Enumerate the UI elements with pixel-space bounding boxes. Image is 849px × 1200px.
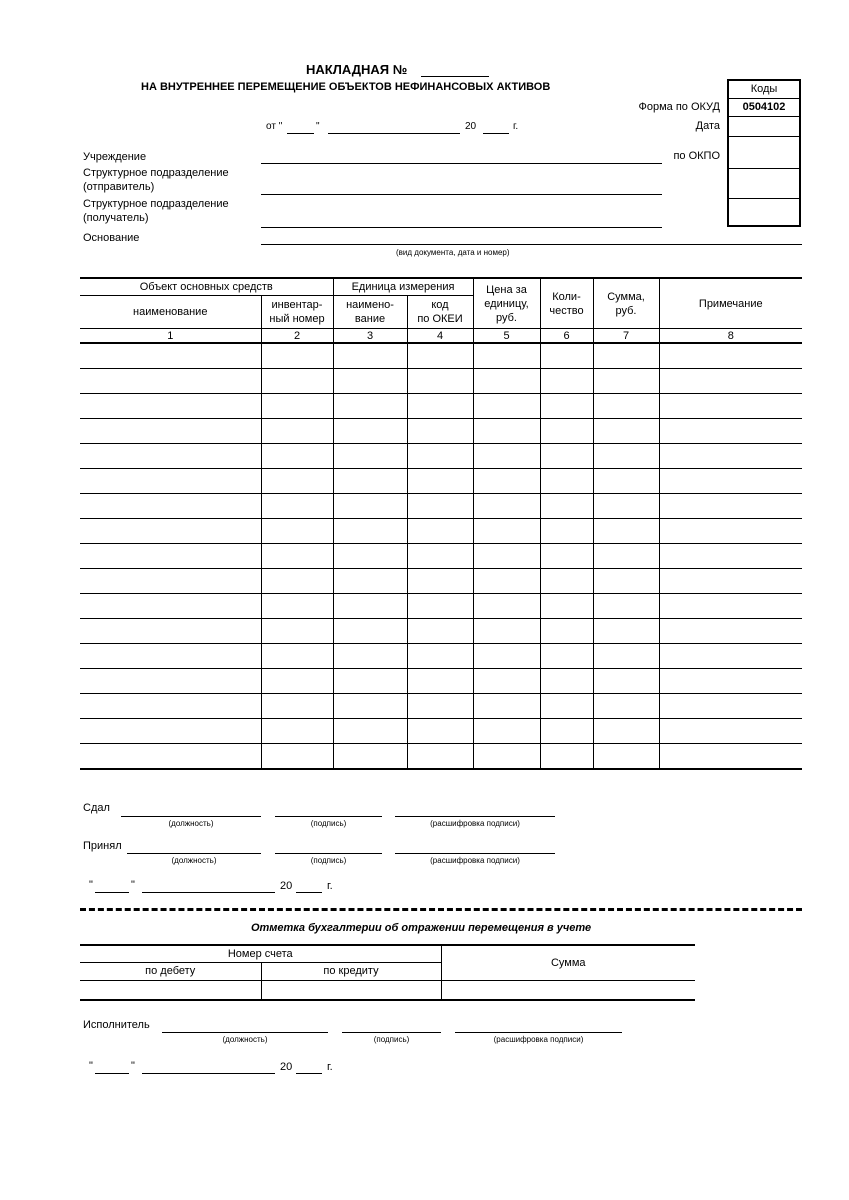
table-cell[interactable]	[407, 394, 473, 419]
table-row	[80, 744, 802, 770]
table-cell[interactable]	[261, 494, 333, 519]
table-row	[80, 569, 802, 594]
table-cell[interactable]	[473, 619, 540, 644]
sign-date-quote-close: "	[131, 879, 135, 891]
handed-position-hint: (должность)	[168, 819, 214, 828]
date-code-field[interactable]	[729, 117, 799, 137]
table-cell[interactable]	[407, 444, 473, 469]
sign-date-year-field[interactable]	[296, 892, 322, 893]
table-cell[interactable]	[593, 594, 659, 619]
document-title: НАКЛАДНАЯ №	[306, 62, 408, 77]
table-cell[interactable]	[407, 744, 473, 770]
date-day-field[interactable]	[287, 133, 314, 134]
receiver-code-field[interactable]	[729, 199, 799, 225]
sign-date-year-prefix: 20	[280, 880, 293, 892]
column-number: 6	[540, 329, 593, 344]
table-cell[interactable]	[261, 394, 333, 419]
table-cell[interactable]	[80, 394, 261, 419]
table-cell[interactable]	[80, 744, 261, 770]
table-cell[interactable]	[407, 469, 473, 494]
table-cell[interactable]	[540, 669, 593, 694]
table-cell[interactable]	[407, 343, 473, 369]
table-row	[80, 469, 802, 494]
table-cell[interactable]	[593, 569, 659, 594]
executor-label: Исполнитель	[83, 1019, 150, 1031]
table-cell[interactable]	[659, 419, 802, 444]
table-row	[80, 519, 802, 544]
table-cell[interactable]	[659, 394, 802, 419]
table-cell[interactable]	[659, 469, 802, 494]
received-signature-hint: (подпись)	[310, 856, 347, 865]
basis-field[interactable]	[261, 244, 802, 245]
codes-box	[727, 79, 801, 227]
table-cell[interactable]	[473, 469, 540, 494]
table-cell[interactable]	[407, 419, 473, 444]
table-cell[interactable]	[473, 419, 540, 444]
receiver-field[interactable]	[261, 227, 662, 228]
table-cell[interactable]	[473, 519, 540, 544]
exec-date-quote-close: "	[131, 1060, 135, 1072]
codes-title: Коды	[729, 81, 799, 99]
received-position-field[interactable]	[127, 853, 261, 854]
table-cell[interactable]	[261, 594, 333, 619]
table-cell[interactable]	[473, 444, 540, 469]
table-cell[interactable]	[540, 343, 593, 369]
table-row	[80, 444, 802, 469]
table-cell[interactable]	[659, 569, 802, 594]
table-cell[interactable]	[473, 544, 540, 569]
table-cell[interactable]	[473, 719, 540, 744]
handed-signature-field[interactable]	[275, 816, 382, 817]
assets-table	[80, 277, 802, 770]
table-cell[interactable]	[407, 369, 473, 394]
table-cell[interactable]	[80, 719, 261, 744]
table-cell[interactable]	[540, 719, 593, 744]
table-cell[interactable]	[80, 594, 261, 619]
sign-date-quote-open: "	[89, 879, 93, 891]
column-number: 2	[261, 329, 333, 344]
table-row	[80, 619, 802, 644]
table-cell[interactable]	[261, 669, 333, 694]
table-row	[80, 544, 802, 569]
table-cell[interactable]	[540, 494, 593, 519]
table-cell[interactable]	[333, 719, 407, 744]
table-cell[interactable]	[659, 719, 802, 744]
executor-signature-hint: (подпись)	[373, 1035, 410, 1044]
debit-header: по дебету	[80, 962, 261, 980]
table-cell[interactable]	[333, 744, 407, 770]
group-asset-header: Объект основных средств	[80, 278, 333, 296]
handed-decode-field[interactable]	[395, 816, 555, 817]
exec-date-year-prefix: 20	[280, 1061, 293, 1073]
table-cell[interactable]	[261, 619, 333, 644]
received-position-hint: (должность)	[171, 856, 217, 865]
accounting-sum-cell[interactable]	[441, 980, 695, 1000]
credit-header: по кредиту	[261, 962, 441, 980]
table-cell[interactable]	[540, 419, 593, 444]
table-cell[interactable]	[261, 544, 333, 569]
table-row	[80, 394, 802, 419]
quantity-header: Коли- чество	[540, 278, 593, 329]
sign-date-year-suffix: г.	[327, 880, 333, 892]
table-cell[interactable]	[261, 694, 333, 719]
credit-cell[interactable]	[261, 980, 441, 1000]
okud-label: Форма по ОКУД	[638, 101, 720, 113]
handed-label: Сдал	[83, 802, 110, 814]
table-row	[80, 494, 802, 519]
receiver-label-line2: (получатель)	[83, 212, 149, 224]
table-cell[interactable]	[333, 669, 407, 694]
table-row	[80, 719, 802, 744]
table-cell[interactable]	[407, 594, 473, 619]
date-from-label: от "	[266, 121, 283, 132]
receiver-label-line1: Структурное подразделение	[83, 198, 229, 210]
accounting-sum-header: Сумма	[441, 945, 695, 980]
received-label: Принял	[83, 840, 122, 852]
table-cell[interactable]	[540, 544, 593, 569]
basis-hint: (вид документа, дата и номер)	[396, 248, 510, 257]
institution-label: Учреждение	[83, 151, 147, 163]
executor-decode-field[interactable]	[455, 1032, 622, 1033]
okud-value: 0504102	[729, 99, 799, 117]
sender-field[interactable]	[261, 194, 662, 195]
table-cell[interactable]	[80, 669, 261, 694]
table-cell[interactable]	[261, 369, 333, 394]
table-cell[interactable]	[407, 494, 473, 519]
table-cell[interactable]	[80, 544, 261, 569]
table-cell[interactable]	[333, 519, 407, 544]
table-cell[interactable]	[333, 469, 407, 494]
table-cell[interactable]	[333, 544, 407, 569]
table-cell[interactable]	[333, 494, 407, 519]
price-header: Цена за единицу, руб.	[473, 278, 540, 329]
table-row	[80, 669, 802, 694]
table-cell[interactable]	[473, 343, 540, 369]
exec-date-year-suffix: г.	[327, 1061, 333, 1073]
table-row	[80, 369, 802, 394]
table-cell[interactable]	[333, 369, 407, 394]
exec-date-quote-open: "	[89, 1060, 93, 1072]
table-cell[interactable]	[333, 444, 407, 469]
table-cell[interactable]	[333, 594, 407, 619]
debit-cell[interactable]	[80, 980, 261, 1000]
table-row	[80, 694, 802, 719]
table-row	[80, 644, 802, 669]
handed-signature-hint: (подпись)	[310, 819, 347, 828]
table-row	[80, 343, 802, 369]
table-cell[interactable]	[659, 594, 802, 619]
table-cell[interactable]	[407, 694, 473, 719]
accounting-title: Отметка бухгалтерии об отражении перемещения в учете	[251, 922, 592, 934]
table-cell[interactable]	[80, 469, 261, 494]
table-cell[interactable]	[593, 744, 659, 770]
table-cell[interactable]	[261, 744, 333, 770]
received-signature-field[interactable]	[275, 853, 382, 854]
unit-name-header: наимено- вание	[333, 296, 407, 329]
table-cell[interactable]	[593, 469, 659, 494]
table-cell[interactable]	[659, 619, 802, 644]
okei-header: код по ОКЕИ	[407, 296, 473, 329]
table-cell[interactable]	[540, 569, 593, 594]
table-cell[interactable]	[659, 519, 802, 544]
date-month-field[interactable]	[328, 133, 460, 134]
table-cell[interactable]	[333, 569, 407, 594]
document-number-line[interactable]	[421, 76, 489, 77]
table-cell[interactable]	[593, 669, 659, 694]
table-cell[interactable]	[80, 494, 261, 519]
table-cell[interactable]	[333, 644, 407, 669]
table-cell[interactable]	[407, 619, 473, 644]
table-cell[interactable]	[333, 343, 407, 369]
table-cell[interactable]	[540, 619, 593, 644]
table-cell[interactable]	[593, 719, 659, 744]
column-number: 4	[407, 329, 473, 344]
executor-decode-hint: (расшифровка подписи)	[493, 1035, 584, 1044]
table-cell[interactable]	[593, 694, 659, 719]
column-number: 8	[659, 329, 802, 344]
table-cell[interactable]	[473, 744, 540, 770]
column-number: 5	[473, 329, 540, 344]
okpo-code-field[interactable]	[729, 137, 799, 169]
table-cell[interactable]	[261, 469, 333, 494]
table-cell[interactable]	[473, 494, 540, 519]
column-number: 7	[593, 329, 659, 344]
table-cell[interactable]	[407, 644, 473, 669]
table-cell[interactable]	[540, 644, 593, 669]
table-cell[interactable]	[333, 694, 407, 719]
table-cell[interactable]	[659, 644, 802, 669]
basis-label: Основание	[83, 232, 140, 244]
table-cell[interactable]	[473, 369, 540, 394]
executor-position-field[interactable]	[162, 1032, 328, 1033]
sender-label-line1: Структурное подразделение	[83, 167, 229, 179]
table-cell[interactable]	[659, 744, 802, 770]
executor-position-hint: (должность)	[222, 1035, 268, 1044]
table-cell[interactable]	[540, 469, 593, 494]
table-cell[interactable]	[659, 669, 802, 694]
table-cell[interactable]	[593, 369, 659, 394]
cut-line-divider	[80, 908, 802, 911]
table-cell[interactable]	[540, 519, 593, 544]
institution-field[interactable]	[261, 163, 662, 164]
table-cell[interactable]	[659, 369, 802, 394]
table-cell[interactable]	[593, 644, 659, 669]
note-header: Примечание	[659, 278, 802, 329]
table-cell[interactable]	[659, 694, 802, 719]
table-cell[interactable]	[593, 544, 659, 569]
table-cell[interactable]	[659, 544, 802, 569]
sign-date-day-field[interactable]	[95, 892, 129, 893]
table-cell[interactable]	[80, 694, 261, 719]
table-cell[interactable]	[540, 394, 593, 419]
exec-date-month-field[interactable]	[142, 1073, 275, 1074]
table-row	[80, 419, 802, 444]
table-cell[interactable]	[333, 619, 407, 644]
table-cell[interactable]	[540, 594, 593, 619]
table-cell[interactable]	[407, 569, 473, 594]
document-subtitle: НА ВНУТРЕННЕЕ ПЕРЕМЕЩЕНИЕ ОБЪЕКТОВ НЕФИНАНСОВЫХ АКТИВОВ	[141, 81, 551, 93]
table-cell[interactable]	[80, 369, 261, 394]
date-code-label: Дата	[695, 120, 720, 132]
table-cell[interactable]	[473, 594, 540, 619]
table-cell[interactable]	[593, 394, 659, 419]
table-cell[interactable]	[659, 494, 802, 519]
table-cell[interactable]	[540, 369, 593, 394]
table-cell[interactable]	[333, 394, 407, 419]
table-cell[interactable]	[261, 343, 333, 369]
table-cell[interactable]	[261, 644, 333, 669]
table-cell[interactable]	[473, 694, 540, 719]
table-cell[interactable]	[261, 444, 333, 469]
date-year-field[interactable]	[483, 133, 509, 134]
table-cell[interactable]	[80, 519, 261, 544]
date-quote-close: "	[316, 121, 320, 132]
table-cell[interactable]	[80, 343, 261, 369]
table-cell[interactable]	[261, 719, 333, 744]
inventory-header: инвентар- ный номер	[261, 296, 333, 329]
table-cell[interactable]	[333, 419, 407, 444]
table-cell[interactable]	[80, 569, 261, 594]
table-cell[interactable]	[80, 644, 261, 669]
table-cell[interactable]	[407, 719, 473, 744]
table-cell[interactable]	[593, 619, 659, 644]
table-cell[interactable]	[261, 569, 333, 594]
table-cell[interactable]	[659, 444, 802, 469]
table-cell[interactable]	[593, 494, 659, 519]
sender-code-field[interactable]	[729, 169, 799, 199]
table-cell[interactable]	[261, 519, 333, 544]
date-year-suffix: г.	[513, 121, 519, 132]
table-cell[interactable]	[473, 644, 540, 669]
received-decode-field[interactable]	[395, 853, 555, 854]
sum-header: Сумма, руб.	[593, 278, 659, 329]
date-year-prefix: 20	[465, 121, 477, 132]
table-cell[interactable]	[473, 669, 540, 694]
table-cell[interactable]	[540, 744, 593, 770]
table-cell[interactable]	[473, 394, 540, 419]
table-row	[80, 594, 802, 619]
executor-signature-field[interactable]	[342, 1032, 441, 1033]
table-cell[interactable]	[593, 444, 659, 469]
table-cell[interactable]	[540, 694, 593, 719]
table-cell[interactable]	[593, 419, 659, 444]
table-cell[interactable]	[593, 343, 659, 369]
account-number-header: Номер счета	[80, 945, 441, 962]
handed-position-field[interactable]	[121, 816, 261, 817]
table-cell[interactable]	[407, 669, 473, 694]
sign-date-month-field[interactable]	[142, 892, 275, 893]
table-cell[interactable]	[407, 544, 473, 569]
table-cell[interactable]	[540, 444, 593, 469]
table-cell[interactable]	[473, 569, 540, 594]
handed-decode-hint: (расшифровка подписи)	[430, 819, 520, 828]
table-cell[interactable]	[407, 519, 473, 544]
column-number: 1	[80, 329, 261, 344]
table-cell[interactable]	[80, 619, 261, 644]
table-cell[interactable]	[261, 419, 333, 444]
name-header: наименование	[80, 296, 261, 329]
table-cell[interactable]	[659, 343, 802, 369]
group-unit-header: Единица измерения	[333, 278, 473, 296]
exec-date-day-field[interactable]	[95, 1073, 129, 1074]
exec-date-year-field[interactable]	[296, 1073, 322, 1074]
sender-label-line2: (отправитель)	[83, 181, 155, 193]
accounting-table	[80, 944, 695, 1001]
column-number: 3	[333, 329, 407, 344]
okpo-label: по ОКПО	[673, 150, 720, 162]
table-cell[interactable]	[80, 419, 261, 444]
received-decode-hint: (расшифровка подписи)	[430, 856, 520, 865]
table-cell[interactable]	[593, 519, 659, 544]
table-cell[interactable]	[80, 444, 261, 469]
